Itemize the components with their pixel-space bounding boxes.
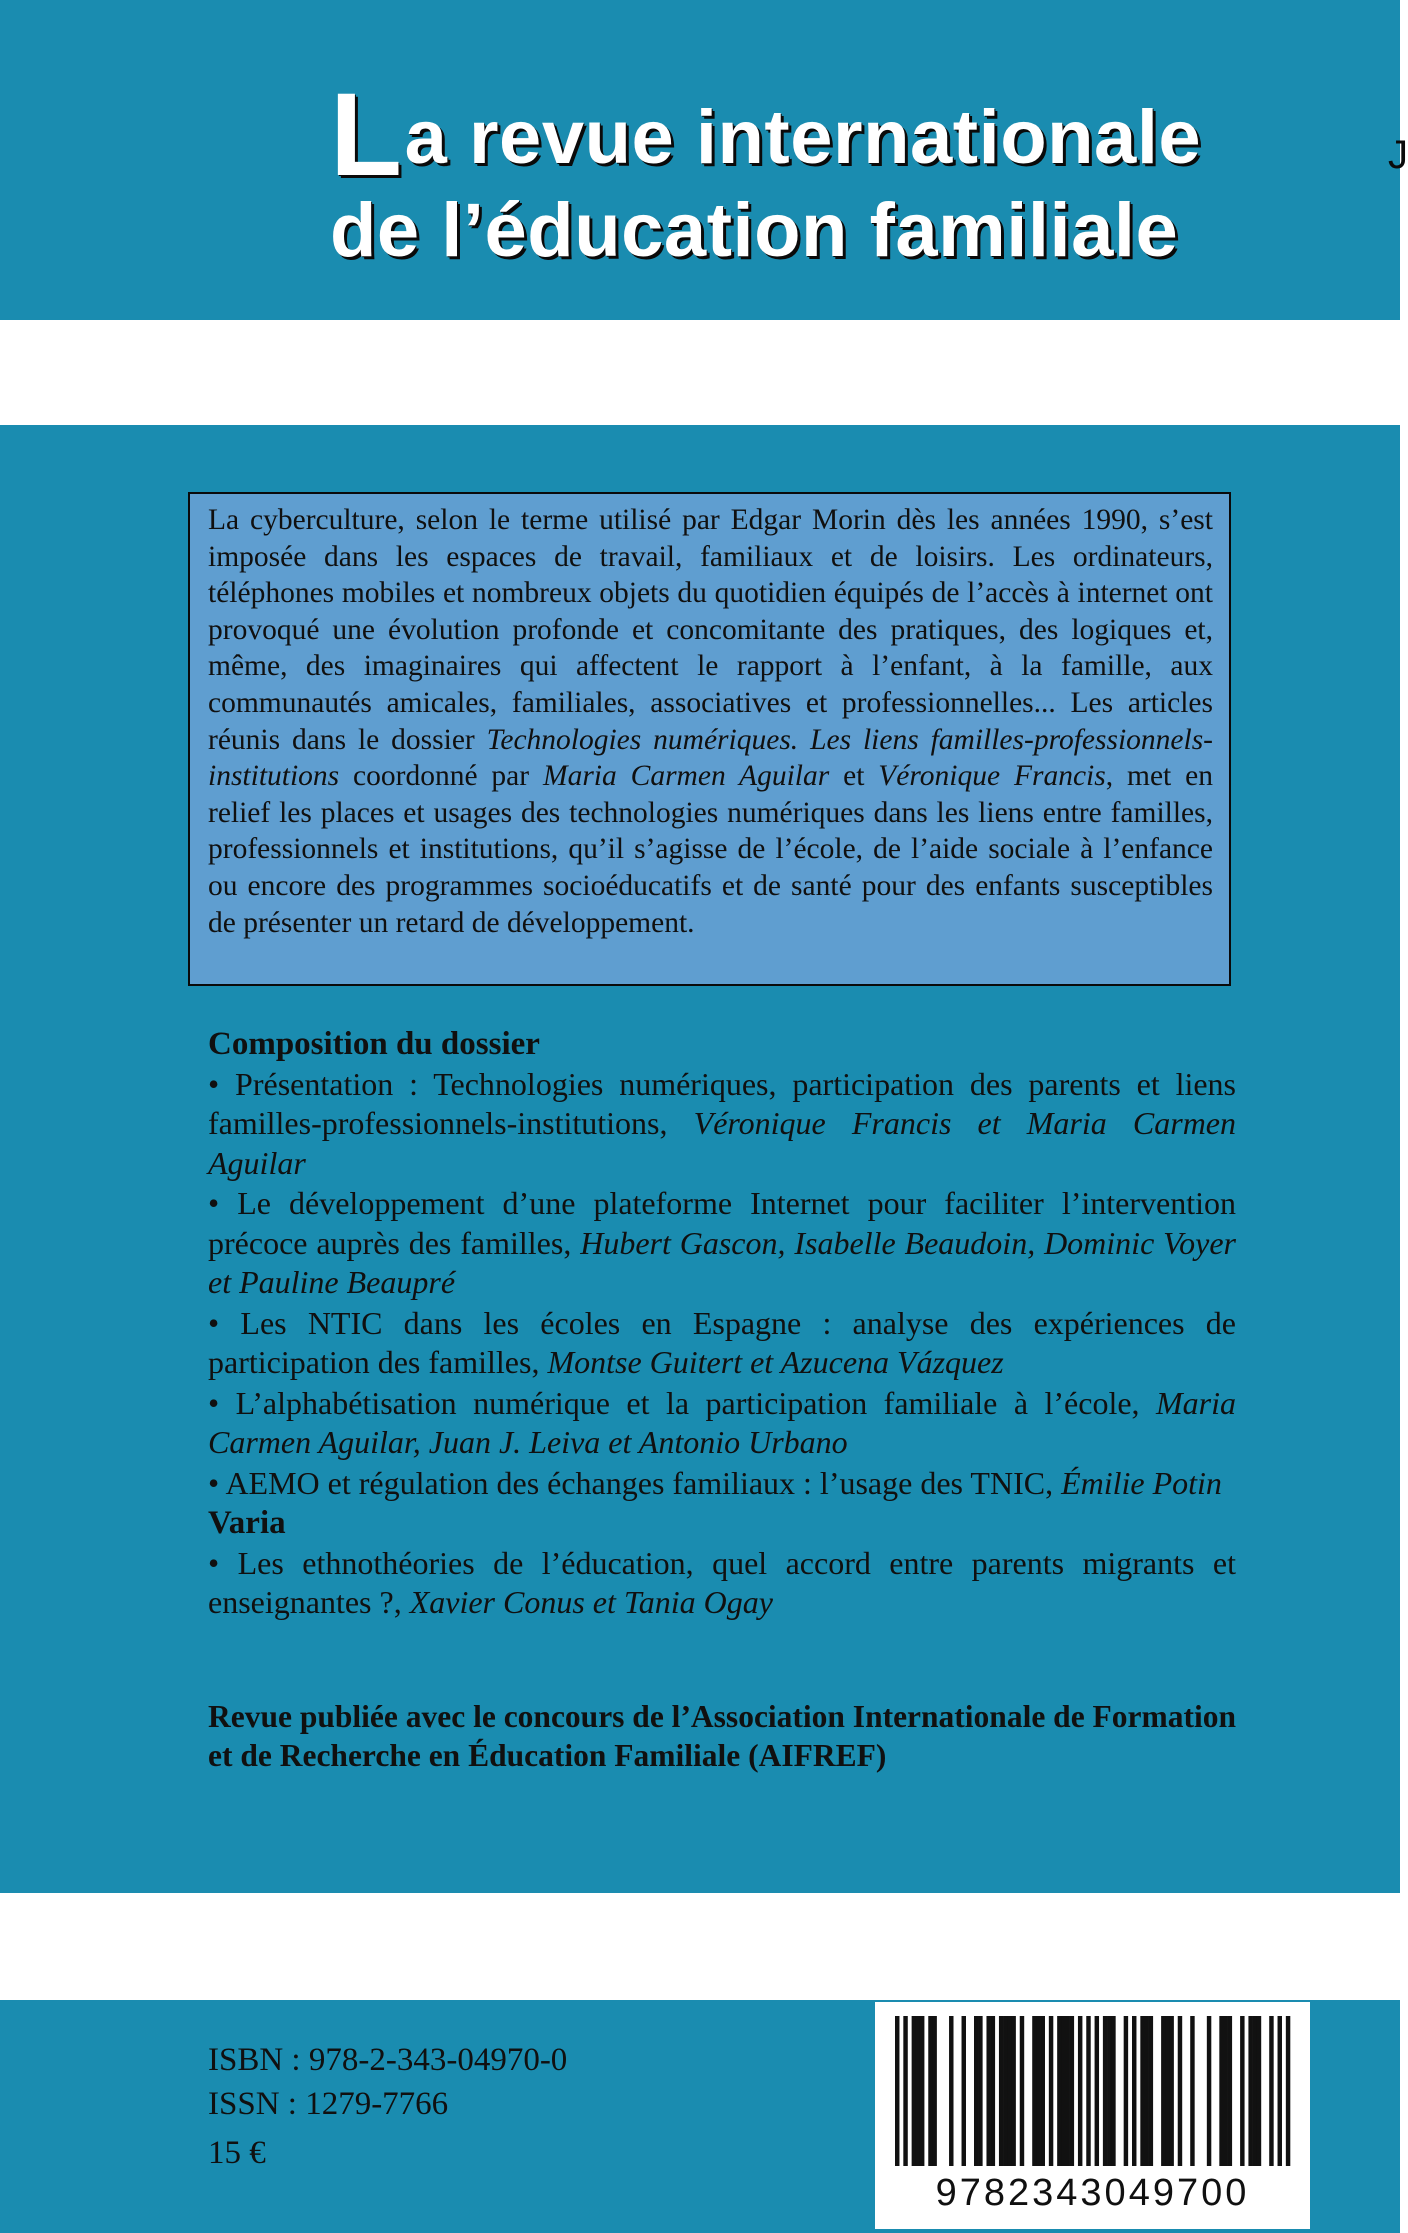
barcode-bar xyxy=(1107,2016,1111,2166)
barcode-bar xyxy=(1286,2016,1290,2166)
barcode-bar xyxy=(1257,2016,1261,2166)
dossier-title: Technologies numériques. Les liens familles-professionnels-institutions xyxy=(208,723,1214,793)
barcode-bar xyxy=(978,2016,982,2166)
barcode-bar xyxy=(1003,2016,1007,2166)
barcode-bar xyxy=(912,2016,916,2166)
entry-title: • AEMO et régulation des échanges familiaux : l’usage des TNIC, xyxy=(208,1464,1062,1501)
barcode-bar xyxy=(1049,2016,1053,2166)
barcode-bar xyxy=(1041,2016,1045,2166)
barcode-bar xyxy=(1132,2016,1136,2166)
barcode-bar xyxy=(1149,2016,1153,2166)
summary-text-3: et xyxy=(829,760,879,793)
barcode-bar xyxy=(1011,2016,1015,2166)
contents-entry xyxy=(208,1184,1236,1303)
journal-title-line2: de l’éducation familiale xyxy=(330,188,1179,273)
contents-entry xyxy=(208,1464,1236,1504)
barcode-number: 9782343049700 xyxy=(935,2172,1250,2214)
contents-heading: Composition du dossier xyxy=(208,1026,540,1062)
barcode-bar xyxy=(1207,2016,1211,2166)
editor-2: Véronique Francis xyxy=(878,760,1106,793)
barcode-bar xyxy=(999,2016,1003,2166)
entry-authors: Montse Guitert et Azucena Vázquez xyxy=(547,1344,1004,1380)
summary-text-4: , met en relief les places et usages des technologies numériques dans les liens entre familles, professionnels et institutions, qu’il s’agisse de l’école, de l’aide sociale à l’enfance ou encore des programmes socioéducatifs et de santé pour des enfants susceptibles de présenter un retard de développement. xyxy=(208,760,1213,939)
barcode-bar xyxy=(1223,2016,1227,2166)
barcode-bar xyxy=(1103,2016,1107,2166)
price: 15 € xyxy=(208,2135,266,2171)
barcode-bar xyxy=(986,2016,990,2166)
spine-edge-glyph: J xyxy=(1388,133,1408,177)
contents-entry xyxy=(208,1065,1236,1184)
barcode-bar xyxy=(1190,2016,1194,2166)
barcode-bar xyxy=(1057,2016,1061,2166)
isbn: ISBN : 978-2-343-04970-0 xyxy=(208,2042,568,2078)
entry-title: • Présentation : Technologies numériques, participation des parents et liens familles-professionnels-institutions, xyxy=(208,1065,1236,1141)
barcode-bar xyxy=(1253,2016,1257,2166)
barcode-bar xyxy=(1219,2016,1223,2166)
barcode-bar xyxy=(1165,2016,1169,2166)
barcode-bar xyxy=(1278,2016,1282,2166)
barcode-bar xyxy=(932,2016,936,2166)
barcode-bar xyxy=(1228,2016,1232,2166)
barcode-bar xyxy=(1007,2016,1011,2166)
entry-title: • L’alphabétisation numérique et la participation familiale à l’école, xyxy=(208,1384,1156,1421)
publisher-note: Revue publiée avec le concours de l’Association Internationale de Formation et de Recherche en Éducation Familiale (AIFREF) xyxy=(208,1699,1237,1773)
barcode-bar xyxy=(1140,2016,1144,2166)
summary-text-1: La cyberculture, selon le terme utilisé par Edgar Morin dès les années 1990, s’est imposée dans les espaces de travail, familiaux et de loisirs. Les ordinateurs, téléphones mobiles et nombreux objets du quotidien équipés de l’accès à internet ont provoqué une évolution profonde et concomitante des pratiques, des logiques et, même, des imaginaires qui affectent le rapport à l’enfant, à la famille, aux communautés amicales, familiales, associatives et professionnelles... Les articles réunis dans le dossier xyxy=(208,504,1213,756)
barcode-panel xyxy=(875,2002,1310,2229)
barcode-bar xyxy=(1178,2016,1182,2166)
barcode-bar xyxy=(1065,2016,1069,2166)
barcode-bar xyxy=(949,2016,953,2166)
varia-entry xyxy=(208,1544,1236,1623)
contents-entry xyxy=(208,1384,1236,1463)
barcode-bar xyxy=(903,2016,907,2166)
barcode-bar xyxy=(1020,2016,1024,2166)
barcode-bar xyxy=(1161,2016,1165,2166)
entry-authors: Véronique Francis et Maria Carmen Aguilar xyxy=(208,1105,1237,1181)
dossier-contents xyxy=(208,1025,1236,1624)
title-line1-text: a revue internationale xyxy=(404,95,1202,180)
barcode-bar xyxy=(1111,2016,1115,2166)
barcode-bar xyxy=(1124,2016,1128,2166)
barcode-bar xyxy=(1061,2016,1065,2166)
entry-title: • Le développement d’une plateforme Internet pour faciliter l’intervention précoce auprès des familles, xyxy=(208,1185,1236,1261)
barcode-bar xyxy=(1144,2016,1148,2166)
entry-authors: Xavier Conus et Tania Ogay xyxy=(409,1584,773,1620)
entry-title: • Les NTIC dans les écoles en Espagne : analyse des expériences de participation des familles, xyxy=(208,1304,1236,1380)
entry-authors: Hubert Gascon, Isabelle Beaudoin, Dominic Voyer et Pauline Beaupré xyxy=(208,1224,1237,1300)
barcode-bar xyxy=(1032,2016,1036,2166)
journal-title-line1 xyxy=(330,69,1330,201)
varia-heading: Varia xyxy=(208,1505,286,1541)
barcode-bar xyxy=(974,2016,978,2166)
barcode-bar xyxy=(916,2016,920,2166)
barcode-bar xyxy=(895,2016,899,2166)
summary-box xyxy=(188,492,1231,986)
barcode-bar xyxy=(1240,2016,1244,2166)
entry-authors: Émilie Potin xyxy=(1061,1464,1222,1501)
summary-text-2: coordonné par xyxy=(339,760,543,793)
barcode-bar xyxy=(1169,2016,1173,2166)
issn: ISSN : 1279-7766 xyxy=(208,2086,449,2122)
entry-authors: Maria Carmen Aguilar, Juan J. Leiva et Antonio Urbano xyxy=(208,1384,1236,1460)
barcode-bar xyxy=(1248,2016,1252,2166)
title-drop-initial: L xyxy=(330,69,403,201)
barcode-bar xyxy=(962,2016,966,2166)
editor-1: Maria Carmen Aguilar xyxy=(543,760,830,793)
barcode-bar xyxy=(928,2016,932,2166)
barcode-bar xyxy=(1070,2016,1074,2166)
barcode-bar xyxy=(1269,2016,1273,2166)
barcode-bar xyxy=(1086,2016,1090,2166)
barcode-bar xyxy=(920,2016,924,2166)
barcode-bar xyxy=(1095,2016,1099,2166)
barcode-bar xyxy=(1036,2016,1040,2166)
barcode-bars xyxy=(895,2016,1290,2176)
barcode-bar xyxy=(1078,2016,1082,2166)
barcode-bar xyxy=(991,2016,995,2166)
contents-entry xyxy=(208,1304,1236,1383)
entry-title: • Les ethnothéories de l’éducation, quel accord entre parents migrants et enseignantes ?, xyxy=(208,1544,1236,1620)
